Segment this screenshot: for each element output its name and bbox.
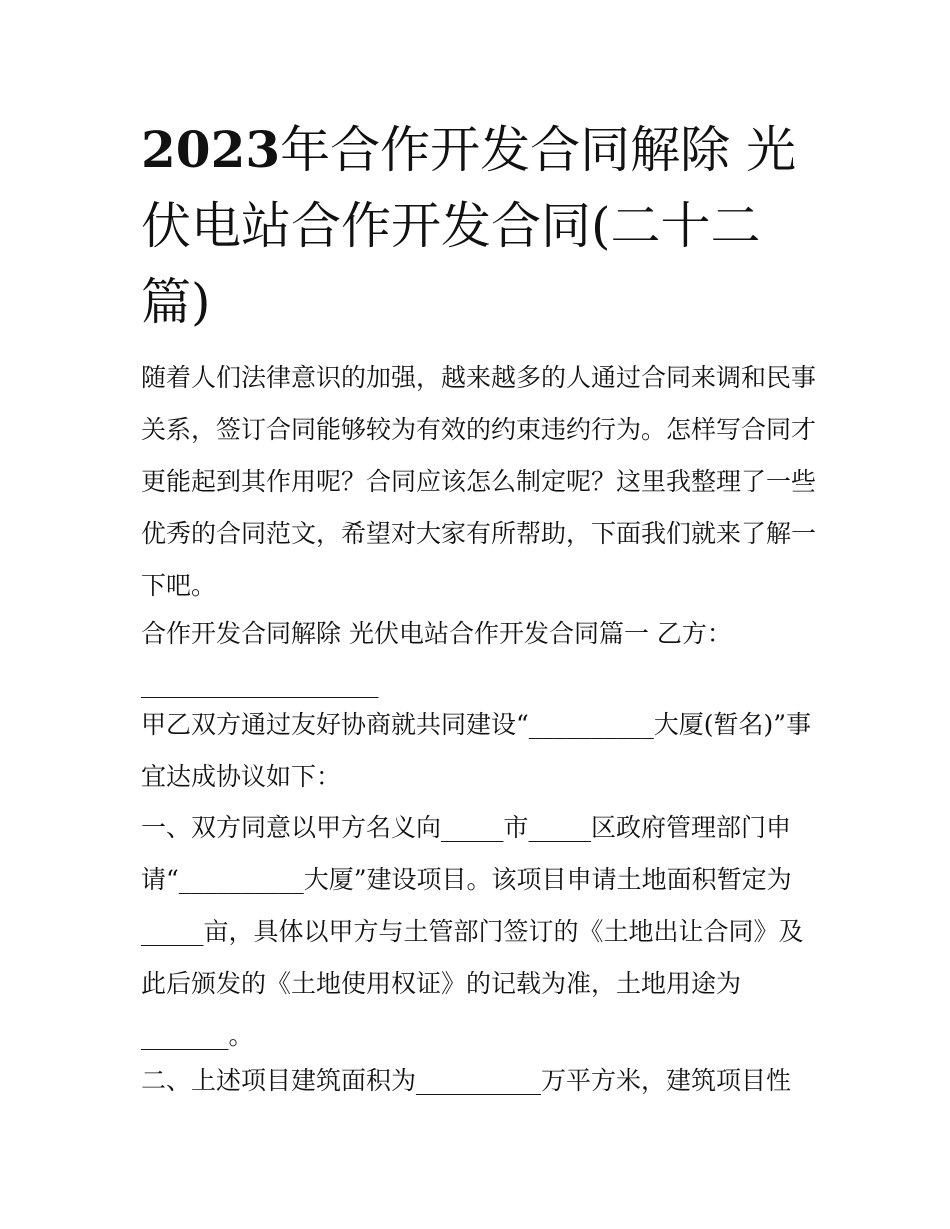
clause-1-line: _____亩，具体以甲方与土管部门签订的《土地出让合同》及 [141, 917, 804, 946]
agreement-line: 甲乙双方通过友好协商就共同建设“__________大厦(暂名)”事 [141, 710, 812, 739]
intro-line: 下吧。 [141, 571, 217, 600]
title-line-3: 篇) [141, 273, 211, 331]
clause-2 [141, 1055, 821, 1107]
intro-line: 关系，签订合同能够较为有效的约束违约行为。怎样写合同才 [141, 415, 817, 444]
blank-line: ___________________ [141, 669, 379, 698]
section-heading [141, 608, 821, 660]
intro-line: 更能起到其作用呢？合同应该怎么制定呢？这里我整理了一些 [141, 467, 817, 496]
intro-line: 优秀的合同范文，希望对大家有所帮助，下面我们就来了解一 [141, 519, 817, 548]
title-line-2: 伏电站合作开发合同(二十二 [141, 197, 761, 255]
clause-1-line: _______。 [141, 1021, 254, 1050]
intro-paragraph [141, 352, 821, 612]
section-heading-text: 合作开发合同解除 光伏电站合作开发合同篇一 乙方： [141, 619, 732, 648]
agreement-paragraph [141, 699, 821, 803]
intro-line: 随着人们法律意识的加强，越来越多的人通过合同来调和民事 [141, 363, 817, 392]
title-line-1-text: 年合作开发合同解除 光 [280, 121, 797, 179]
clause-1 [141, 802, 821, 1062]
clause-1-line: 一、双方同意以甲方名义向_____市_____区政府管理部门申 [141, 813, 792, 842]
clause-1-line: 此后颁发的《土地使用权证》的记载为准，土地用途为 [141, 969, 742, 998]
document-title [141, 112, 821, 340]
clause-2-line: 二、上述项目建筑面积为__________万平方米，建筑项目性 [141, 1066, 792, 1095]
title-line-1 [141, 112, 821, 188]
agreement-line: 宜达成协议如下： [141, 762, 342, 791]
clause-1-line: 请“__________大厦”建设项目。该项目申请土地面积暂定为 [141, 865, 792, 894]
title-year: 2023 [141, 120, 281, 179]
